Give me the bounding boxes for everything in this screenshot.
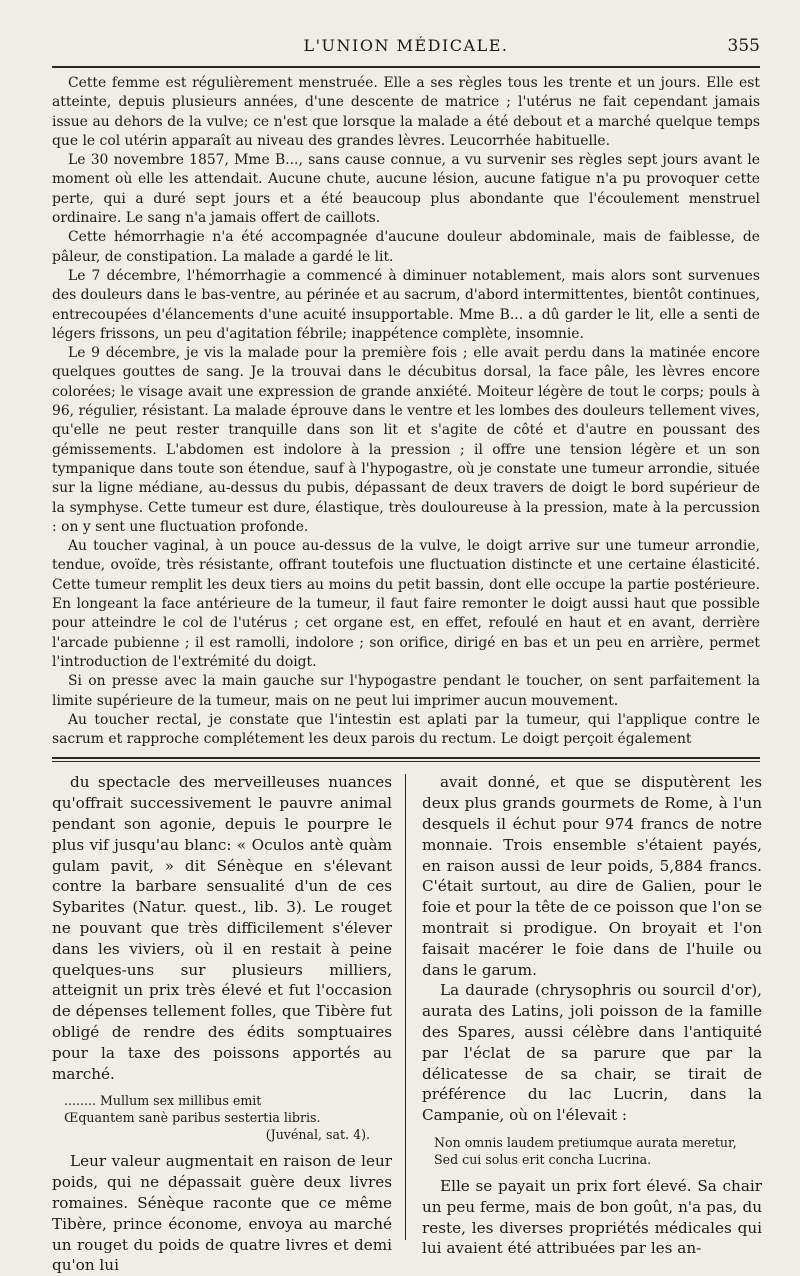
- paragraph: La daurade (chrysophris ou sourcil d'or), aurata des Latins, joli poisson de la famille des Spares, aussi célèbre dans l'antiquité par l'éclat de sa parure que par la délicatesse de sa chair, se tirait de préférence du lac Lucrin, dans la Campanie, où on l'élevait :: [422, 981, 762, 1125]
- journal-title: L'UNION MÉDICALE.: [303, 36, 509, 55]
- paragraph: Leur valeur augmentait en raison de leur poids, qui ne dépassait guère deux livres romaines. Sénèque raconte que ce même Tibère, prince économe, envoya au marché un rouget du poids de quatre livres et demi qu'on lui: [52, 1152, 392, 1275]
- page-header: [52, 30, 760, 62]
- paragraph: Le 7 décembre, l'hémorrhagie a commencé à diminuer notablement, mais alors sont survenues des douleurs dans le bas-ventre, au périnée et au sacrum, d'abord intermittentes, bientôt continues, entrecoupées d'élancements d'une acuité insupportable. Mme B... a dû garder le lit, elle a senti de légers frissons, un peu d'agitation fébrile; inappétence complète, insomnie.: [52, 267, 760, 342]
- header-rule: [52, 66, 760, 68]
- paragraph: Le 30 novembre 1857, Mme B..., sans cause connue, a vu survenir ses règles sept jours avant le moment où elle les attendait. Aucune chute, aucune lésion, aucune fatigue n'a pu provoquer cette perte, qui a duré sept jours et a été beaucoup plus abondante que l'écoulement menstruel ordinaire. Le sang n'a jamais offert de caillots.: [52, 152, 760, 227]
- paragraph: du spectacle des merveilleuses nuances qu'offrait successivement le pauvre animal pendant son agonie, depuis le pourpre le plus vif jusqu'au blanc: « Oculos antè quàm gulam pavit, » dit Sénèque en s'élevant contre la barbare sensualité d'un de ces Sybarites (Natur. quest., lib. 3). Le rouget ne pouvant que très difficilement s'élever dans les viviers, où il en restait à peine quelques-uns sur plusieurs milliers, atteignit un prix très élevé et fut l'occasion de dépenses tellement folles, que Tibère fut obligé de rendre des édits somptuaires pour la taxe des poissons apportés au marché.: [52, 773, 392, 1083]
- paragraph: Elle se payait un prix fort élevé. Sa chair un peu ferme, mais de bon goût, n'a pas, du reste, les diverses propriétés médicales qui lui avaient été attribuées par les an-: [422, 1176, 762, 1258]
- quote-line: Sed cui solus erit concha Lucrina.: [434, 1151, 652, 1167]
- feuilleton-separator: [52, 757, 760, 762]
- clinical-case-text: [52, 74, 760, 749]
- quote-line: Œquantem sanè paribus sestertia libris.: [64, 1110, 321, 1126]
- paragraph: Si on presse avec la main gauche sur l'hypogastre pendant le toucher, on sent parfaitement la limite supérieure de la tumeur, mais on ne peut lui imprimer aucun mouvement.: [52, 673, 760, 709]
- quote-citation: (Juvénal, sat. 4).: [265, 1127, 370, 1143]
- quote-line: ........ Mullum sex millibus emit: [64, 1093, 262, 1109]
- paragraph: Au toucher rectal, je constate que l'intestin est aplati par la tumeur, qui l'applique contre le sacrum et rapproche complétement les deux parois du rectum. Le doigt perçoit également: [52, 711, 760, 748]
- left-column: [52, 772, 392, 1276]
- page-number: 355: [727, 36, 760, 56]
- column-divider: [405, 774, 406, 1240]
- paragraph: avait donné, et que se disputèrent les deux plus grands gourmets de Rome, à l'un desquels il échut pour 974 francs de notre monnaie. Trois ensemble s'étaient payés, en raison aussi de leur poids, 5,884 francs. C'était surtout, au dire de Galien, pour le foie et pour la tête de ce poisson que l'on se montrait si prodigue. On broyait et l'on faisait macérer le foie dans de l'huile ou dans le garum.: [422, 773, 762, 979]
- paragraph: Au toucher vaginal, à un pouce au-dessus de la vulve, le doigt arrive sur une tumeur arrondie, tendue, ovoïde, très résistante, offrant toutefois une fluctuation distincte et une certaine élasticité. Cette tumeur remplit les deux tiers au moins du petit bassin, dont elle occupe la partie postérieure. En longeant la face antérieure de la tumeur, il faut faire remonter le doigt aussi haut que possible pour atteindre le col de l'utérus ; cet organe est, en effet, refoulé en haut et en avant, derrière l'arcade pubienne ; il est ramolli, indolore ; son orifice, dirigé en bas et un peu en arrière, permet l'introduction de l'extrémité du doigt.: [52, 538, 760, 670]
- latin-quotation: [64, 1092, 392, 1143]
- paragraph: Cette femme est régulièrement menstruée. Elle a ses règles tous les trente et un jours. Elle est atteinte, depuis plusieurs années, d'une descente de matrice ; l'utérus ne fait cependant jamais issue au dehors de la vulve; ce n'est que lorsque la malade a été debout et a marché quelque temps que le col utérin apparaît au niveau des grandes lèvres. Leucorrhée habituelle.: [52, 75, 760, 149]
- paragraph: Cette hémorrhagie n'a été accompagnée d'aucune douleur abdominale, mais de faiblesse, de pâleur, de constipation. La malade a gardé le lit.: [52, 229, 760, 265]
- latin-quotation: [434, 1134, 762, 1168]
- paragraph: Le 9 décembre, je vis la malade pour la première fois ; elle avait perdu dans la matinée encore quelques gouttes de sang. Je la trouvai dans le décubitus dorsal, la face pâle, les lèvres encore colorées; le visage avait une expression de grande anxiété. Moiteur légère de tout le corps; pouls à 96, régulier, résistant. La malade éprouve dans le ventre et les lombes des douleurs tellement vives, qu'elle ne peut rester tranquille dans son lit et s'agite de côté et d'autre en poussant des gémissements. L'abdomen est indolore à la pression ; il offre une tension légère et un son tympanique dans toute son étendue, sauf à l'hypogastre, où je constate une tumeur arrondie, située sur la ligne médiane, au-dessus du pubis, dépassant de deux travers de doigt le bord supérieur de la symphyse. Cette tumeur est dure, élastique, très douloureuse à la pression, mate à la percussion : on y sent une fluctuation profonde.: [52, 345, 760, 535]
- newspaper-page: [52, 30, 762, 1275]
- quote-line: Non omnis laudem pretiumque aurata meretur,: [434, 1134, 737, 1150]
- right-column: [422, 772, 762, 1259]
